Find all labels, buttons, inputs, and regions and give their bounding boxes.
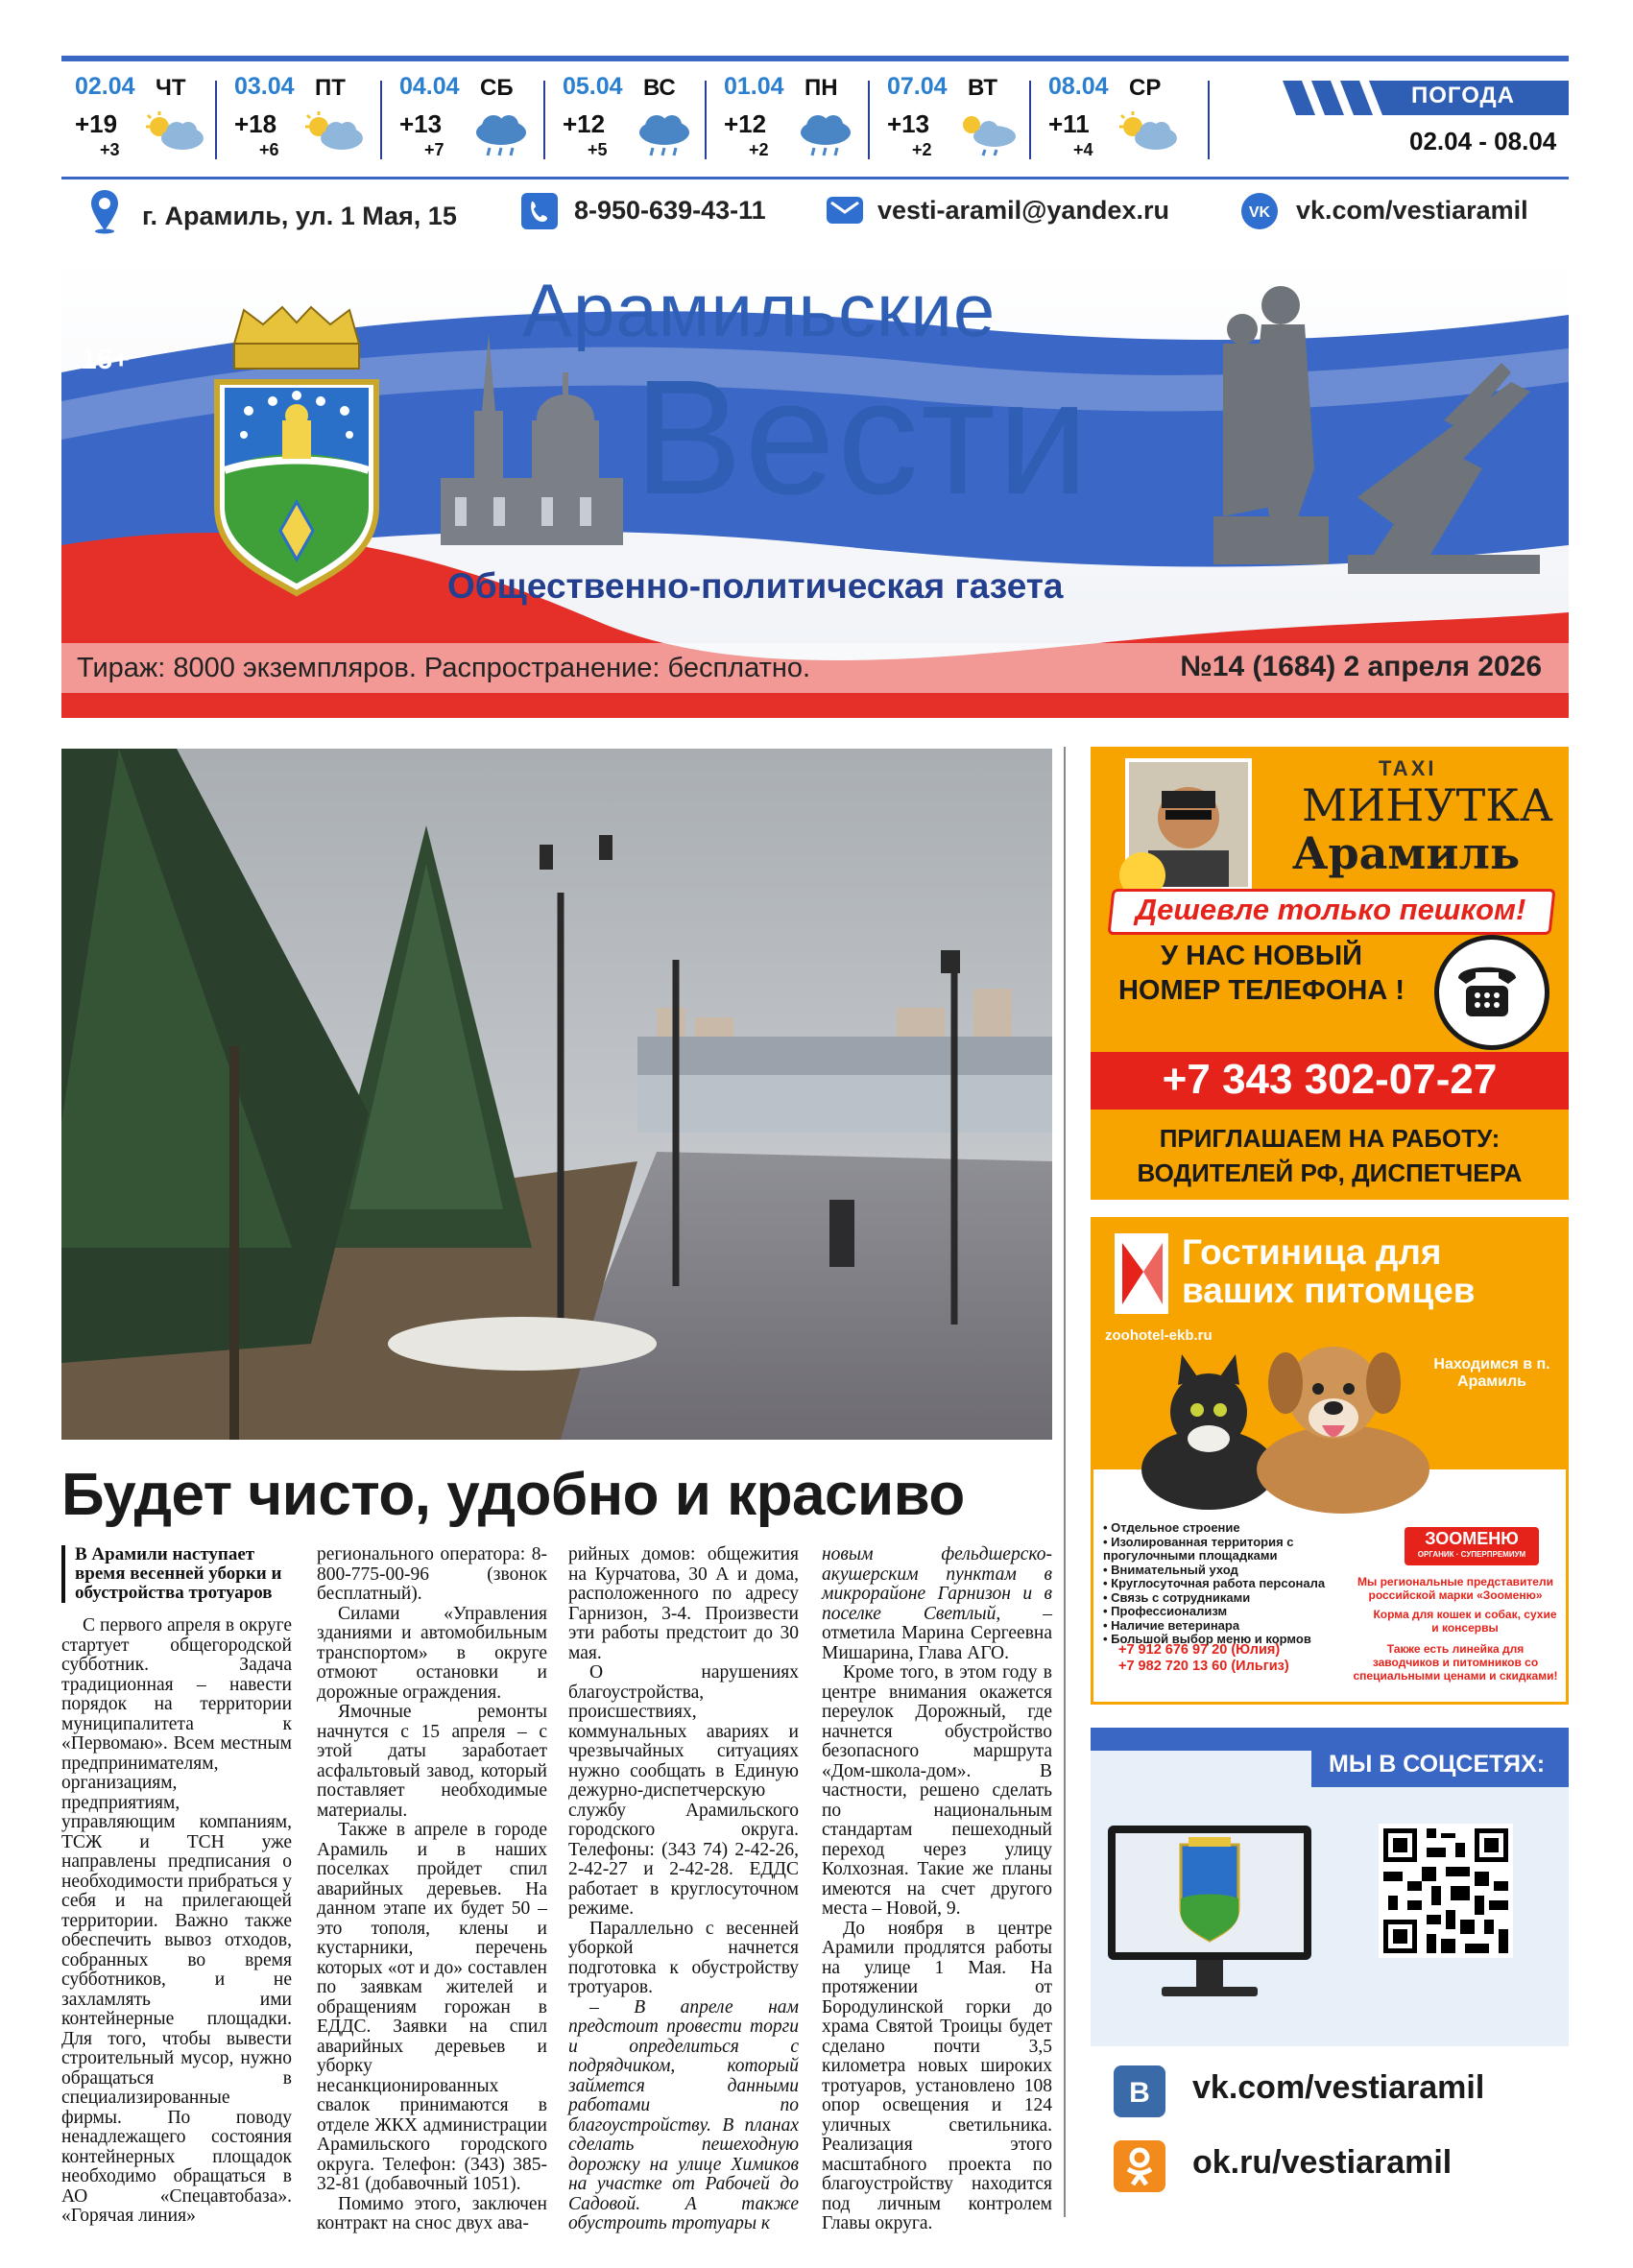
weather-weekday: ЧТ — [156, 75, 186, 101]
weather-separator — [1208, 81, 1210, 159]
monitor-illustration — [1104, 1822, 1315, 2014]
article-column-1 — [61, 1545, 292, 2227]
article-paragraph: Помимо этого, заключен контракт на снос двух ава- — [317, 2193, 547, 2233]
article-column-2 — [317, 1545, 547, 2234]
pet-ad-rep: Мы региональные представители российской марки «Зооменю» — [1357, 1575, 1553, 1602]
taxi-ad[interactable] — [1091, 747, 1569, 1200]
contact-phone: 8-950-639-43-11 — [574, 196, 766, 225]
weather-weekday: ПТ — [315, 75, 346, 101]
masthead — [61, 257, 1569, 718]
weather-night-temp: +2 — [912, 140, 932, 159]
article-paragraph: регионального оператора: 8-800-775-00-96 (звонок бесплатный). — [317, 1544, 547, 1604]
weather-day-temp: +11 — [1048, 109, 1090, 138]
weather-night-temp: +4 — [1073, 140, 1093, 159]
masthead-title-line1: Арамильские — [522, 268, 997, 352]
weather-separator — [1029, 81, 1031, 159]
article-paragraph: О нарушениях благоустройства, происшествиях, коммунальных авариях и чрезвычайных ситуациях нужно сообщать в Единую дежурно-диспетчерскую службу Арамильского городского округа. Телефоны: (343 74) 2-42-26, 2-42-27 и 2-42-28. ЕДДС работает в круглосуточном режиме. — [568, 1662, 799, 1919]
pet-ad-feature: • Отдельное строение — [1103, 1520, 1240, 1535]
weather-day-temp: +18 — [234, 109, 277, 138]
social-ok-link[interactable]: ok.ru/vestiaramil — [1192, 2144, 1453, 2181]
taxi-label: TAXI — [1379, 756, 1437, 780]
taxi-slogan: Дешевле только пешком! — [1135, 893, 1526, 926]
cat-and-dog-illustration — [1122, 1325, 1439, 1517]
pet-ad-rep3: Также есть линейка для заводчиков и питомников со специальными ценами и скидками! — [1353, 1642, 1558, 1683]
circulation-info: Тираж: 8000 экземпляров. Распространение: бесплатно. — [77, 653, 811, 683]
weather-day-temp: +13 — [887, 109, 930, 138]
vk-icon — [1240, 192, 1279, 235]
weather-weekday: ПН — [804, 75, 838, 101]
article-quote: – В апреле нам предстоит провести торги и определиться с подрядчиком, который займется данными работами по благоустройству. В планах сделать пешеходную дорожку на улице Химиков на участке от Рабочей до Садовой. А также обустроить тротуары к — [568, 1996, 799, 2233]
weather-night-temp: +3 — [100, 140, 120, 159]
weather-date: 04.04 — [399, 73, 460, 100]
weather-day — [874, 69, 1029, 163]
article-paragraph: До ноября в центре Арамили продлятся работы на улице 1 Мая. На протяжении от Бородулинской горки до храма Святой Троицы будет сделано почти 3,5 километра новых широких тротуаров, установлено 108 опор освещения и 124 уличных светильника. Реализация этого масштабного проекта по благоустройству находится под личным контролем Главы округа. — [822, 1918, 1052, 2233]
zoomenu-brand: ЗООМЕНЮ — [1425, 1529, 1519, 1548]
weather-day — [1035, 69, 1190, 163]
telephone-icon — [1434, 935, 1549, 1050]
article-photo — [61, 749, 1052, 1440]
weather-date: 08.04 — [1048, 73, 1109, 100]
pet-ad-title: Гостиница для ваших питомцев — [1182, 1232, 1476, 1310]
weather-day — [549, 69, 705, 163]
coat-of-arms-icon — [205, 305, 388, 603]
taxi-brand: МИНУТКА — [1302, 779, 1553, 831]
svg-text:VK: VK — [1248, 204, 1271, 221]
weather-separator — [215, 81, 217, 159]
pet-ad-location: Находимся в п. Арамиль — [1433, 1356, 1550, 1390]
zoomenu-sub: ОРГАНИК · СУПЕРПРЕМИУМ — [1417, 1550, 1526, 1559]
pet-ad-feature: • Связь с сотрудниками — [1103, 1589, 1251, 1605]
pet-ad-feature: • Внимательный уход — [1103, 1562, 1238, 1577]
taxi-new-number: У НАС НОВЫЙ НОМЕР ТЕЛЕФОНА ! — [1117, 941, 1405, 1006]
article-paragraph: Также в апреле в городе Арамиль и в наших поселках пройдет спил аварийных деревьев. На данном этапе их будет 50 – это тополя, клены и кустарники, перечень которых «от и до» составлен по заявкам жителей и обращениям горожан в ЕДДС. Заявки на спил аварийных деревьев и уборку несанкционированных свалок принимаются в отделе ЖКХ администрации Арамильского городского округа. Телефон: (343) 385-32-81 (добавочный 1051). — [317, 1820, 547, 2194]
article-column-4 — [822, 1545, 1052, 2234]
weather-separator — [380, 81, 382, 159]
social-header: МЫ В СОЦСЕТЯХ: — [1329, 1751, 1546, 1778]
article-column-3 — [568, 1545, 799, 2234]
article-lead: В Арамили наступает время весенней уборки и обустройства тротуаров — [61, 1545, 292, 1603]
taxi-jobs: ПРИГЛАШАЕМ НА РАБОТУ: ВОДИТЕЛЕЙ РФ, ДИСПЕТЧЕРА — [1137, 1124, 1523, 1187]
contacts-top-rule — [61, 177, 1569, 179]
taxi-city: Арамиль — [1292, 827, 1521, 879]
article-paragraph: Силами «Управления зданиями и автомобильным транспортом» в округе отмоют остановки и дорожные ограждения. — [317, 1603, 547, 1703]
rain-icon — [630, 109, 697, 157]
masthead-subtitle: Общественно-политическая газета — [447, 566, 1064, 606]
weather-night-temp: +2 — [749, 140, 769, 159]
weather-day — [61, 69, 217, 163]
weather-top-rule — [61, 56, 1569, 61]
weather-night-temp: +5 — [588, 140, 608, 159]
article-headline: Будет чисто, удобно и красиво — [61, 1462, 965, 1528]
article-quote: новым фельдшерско-акушерским пунктам в микрорайоне Гарнизон и в поселке Светлый, — [822, 1544, 1052, 1624]
pet-ad-feature: • Наличие ветеринара — [1103, 1617, 1240, 1633]
pet-ad-phone-2[interactable]: +7 982 720 13 60 (Ильгиз) — [1118, 1659, 1289, 1674]
contact-address: г. Арамиль, ул. 1 Мая, 15 — [142, 202, 457, 230]
article-attribution: – отметила Марина Сергеевна Мишарина, Глава АГО. — [822, 1603, 1052, 1663]
pet-hotel-logo-icon — [1115, 1233, 1168, 1314]
age-rating: 16+ — [81, 344, 130, 375]
rain-icon — [467, 109, 534, 157]
weather-day — [710, 69, 866, 163]
weather-date: 01.04 — [724, 73, 784, 100]
partly-cloudy-icon — [1116, 109, 1183, 157]
taxi-phone[interactable]: +7 343 302-07-27 — [1162, 1056, 1498, 1103]
pet-ad-site[interactable]: zoohotel-ekb.ru — [1105, 1327, 1213, 1344]
partly-cloudy-icon — [301, 109, 369, 157]
pet-ad-phones — [1118, 1642, 1289, 1675]
email-icon — [826, 194, 864, 231]
weather-night-temp: +6 — [259, 140, 279, 159]
qr-code[interactable] — [1379, 1824, 1513, 1958]
contact-vk: vk.com/vestiaramil — [1296, 196, 1528, 225]
pet-ad-phone-1[interactable]: +7 912 676 97 20 (Юлия) — [1118, 1642, 1281, 1658]
partly-cloudy-icon — [142, 109, 209, 157]
social-vk-link[interactable]: vk.com/vestiaramil — [1192, 2069, 1485, 2106]
pet-ad-rep2: Корма для кошек и собак, сухие и консервы — [1373, 1608, 1557, 1635]
pet-hotel-ad[interactable] — [1091, 1217, 1569, 1705]
ok-logo-icon — [1114, 2140, 1165, 2192]
weather-weekday: СБ — [480, 75, 514, 101]
weather-date: 02.04 — [75, 73, 135, 100]
weather-date: 07.04 — [887, 73, 948, 100]
weather-day-temp: +13 — [399, 109, 443, 138]
weather-range: 02.04 - 08.04 — [1409, 127, 1557, 155]
weather-date: 05.04 — [563, 73, 623, 100]
pet-ad-feature: • Большой выбор меню и кормов — [1103, 1632, 1311, 1646]
article-paragraph: рийных домов: общежития на Курчатова, 30 А и дома, расположенного по адресу Гарнизон, 3-4. Произвести эти работы предстоит до 30 мая. — [568, 1544, 799, 1663]
masthead-title-line2: Вести — [634, 346, 1091, 529]
weather-date: 03.04 — [234, 73, 295, 100]
vk-logo-icon — [1114, 2065, 1165, 2117]
pet-ad-feature: • Круглосуточная работа персонала — [1103, 1576, 1326, 1590]
pet-ad-feature: • Профессионализм — [1103, 1604, 1228, 1618]
weather-day — [386, 69, 541, 163]
weather-separator — [868, 81, 870, 159]
pet-ad-feature: • Изолированная территория с прогулочными площадками — [1103, 1534, 1294, 1563]
monument-illustration — [1194, 276, 1559, 584]
social-block — [1091, 1728, 1569, 2217]
weather-day-temp: +12 — [724, 109, 767, 138]
weather-separator — [705, 81, 707, 159]
phone-icon — [520, 192, 559, 235]
rain-icon — [791, 109, 858, 157]
weather-night-temp: +7 — [424, 140, 444, 159]
svg-text:В: В — [1129, 2077, 1150, 2109]
weather-weekday: ВС — [643, 75, 676, 101]
column-divider — [1064, 747, 1066, 2217]
article-paragraph: Кроме того, в этом году в центре внимания окажется переулок Дорожный, где начнется обустройство безопасного маршрута «Дом-школа-дом». В частности, решено сделать по национальным стандартам пешеходный переход через улицу Колхозная. Такие же планы имеются на счет другого места – Новой, 9. — [822, 1662, 1052, 1919]
weather-separator — [543, 81, 545, 159]
weather-label: ПОГОДА — [1411, 83, 1515, 108]
pet-ad-features — [1103, 1521, 1343, 1647]
weather-day-temp: +19 — [75, 109, 118, 138]
article-paragraph: С первого апреля в округе стартует общегородской субботник. Задача традиционная – навести порядок на территории муниципалитета к «Первомаю». Всем местным предпринимателям, организациям, предприятиям, управляющим компаниям, ТСЖ и ТСН уже направлены предписания о необходимости прибраться у себя и на прилегающей территории. Важно также обеспечить вывоз отходов, собранных во время субботников, и не захламлять ими контейнерные площадки. Для того, чтобы вывести строительный мусор, нужно обращаться в специализированные фирмы. По поводу ненадлежащего состояния контейнерных площадок необходимо обращаться в АО «Спецавтобаза». «Горячая линия» — [61, 1615, 292, 2226]
weather-day — [221, 69, 376, 163]
article-paragraph: Ямочные ремонты начнутся с 15 апреля – с этой даты заработает асфальтовый завод, который поставляет необходимые материалы. — [317, 1702, 547, 1821]
contact-email: vesti-aramil@yandex.ru — [877, 196, 1169, 225]
weather-weekday: ВТ — [968, 75, 998, 101]
weather-day-temp: +12 — [563, 109, 606, 138]
sun-rain-icon — [954, 109, 1021, 157]
location-pin-icon — [88, 188, 121, 239]
weather-weekday: СР — [1129, 75, 1162, 101]
issue-number: №14 (1684) 2 апреля 2026 — [1180, 651, 1542, 682]
article-paragraph: Параллельно с весенней уборкой начнется подготовка к обустройству тротуаров. — [568, 1918, 799, 1997]
